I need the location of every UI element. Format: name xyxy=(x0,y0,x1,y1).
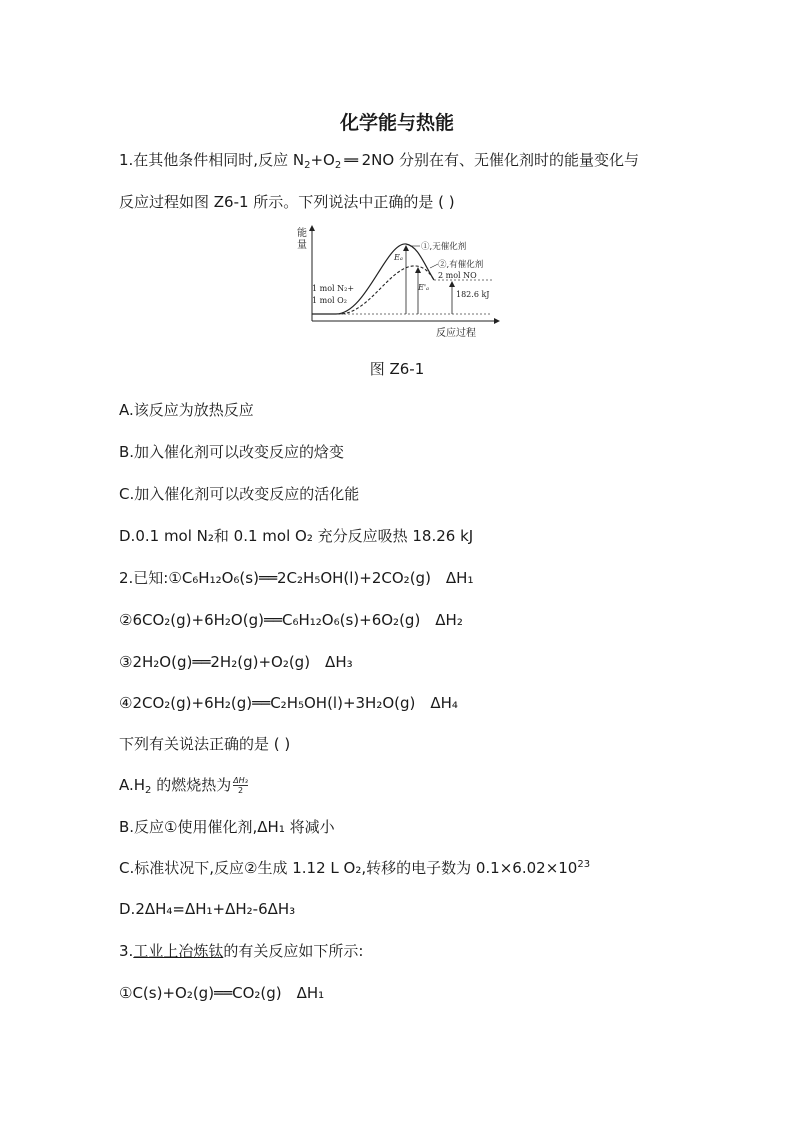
q2-stem: 下列有关说法正确的是 ( ) xyxy=(119,735,291,753)
energy-diagram xyxy=(296,224,506,344)
q1-option-d: D.0.1 mol N₂和 0.1 mol O₂ 充分反应吸热 18.26 kJ xyxy=(119,527,474,545)
curve1-label: ①,无催化剂 xyxy=(421,242,467,252)
q3-stem: 3.工业上冶炼钛的有关反应如下所示: xyxy=(119,942,364,960)
x-axis-label: 反应过程 xyxy=(436,328,476,339)
q2-equation-2: ②6CO₂(g)+6H₂O(g)══C₆H₁₂O₆(s)+6O₂(g) ΔH₂ xyxy=(119,611,463,629)
q2-option-d: D.2ΔH₄=ΔH₁+ΔH₂-6ΔH₃ xyxy=(119,900,296,918)
q1-stem-line2: 反应过程如图 Z6-1 所示。下列说法中正确的是 ( ) xyxy=(119,193,455,211)
ea-prime-label: E'ₐ xyxy=(418,283,430,292)
ea-label: Eₐ xyxy=(394,253,403,262)
q2-equation-1: 2.已知:①C₆H₁₂O₆(s)══2C₂H₅OH(l)+2CO₂(g) ΔH₁ xyxy=(119,569,474,587)
q1-option-c: C.加入催化剂可以改变反应的活化能 xyxy=(119,485,360,503)
q1-stem: 1.在其他条件相同时,反应 $N_2+O_2$ ═ 2NO 分别在有、无催化剂时的能量变化与 xyxy=(119,151,639,171)
q2-equation-3: ③2H₂O(g)══2H₂(g)+O₂(g) ΔH₃ xyxy=(119,653,353,671)
curve2-label: ②,有催化剂 xyxy=(438,260,484,270)
reactant-label-2: 1 mol O₂ xyxy=(312,296,347,305)
q3-equation-1: ①C(s)+O₂(g)══CO₂(g) ΔH₁ xyxy=(119,984,325,1002)
page-title: 化学能与热能 xyxy=(339,112,454,134)
q2-option-b: B.反应①使用催化剂,ΔH₁ 将减小 xyxy=(119,818,335,836)
q1-option-b: B.加入催化剂可以改变反应的焓变 xyxy=(119,443,345,461)
q2-option-c: C.标准状况下,反应②生成 1.12 L O₂,转移的电子数为 $0.1\times 6.02\times 10^{23}$ xyxy=(119,859,591,877)
q1-option-a: A.该反应为放热反应 xyxy=(119,401,254,419)
q2-option-a: $A.H_2$ 的燃烧热为 $\frac{\text{ΔH₃}}{2}$ xyxy=(119,776,248,796)
figure-caption: 图 Z6-1 xyxy=(369,360,425,378)
fraction: $\frac{\text{ΔH₃}}{2}$ xyxy=(233,776,248,795)
y-axis-label-1: 能 xyxy=(297,228,307,239)
q2-equation-4: ④2CO₂(g)+6H₂(g)══C₂H₅OH(l)+3H₂O(g) ΔH₄ xyxy=(119,694,458,712)
y-axis-label-2: 量 xyxy=(297,240,307,251)
reactant-label-1: 1 mol N₂+ xyxy=(312,284,355,293)
dh-label: 182.6 kJ xyxy=(456,290,490,299)
product-label: 2 mol NO xyxy=(438,271,477,280)
